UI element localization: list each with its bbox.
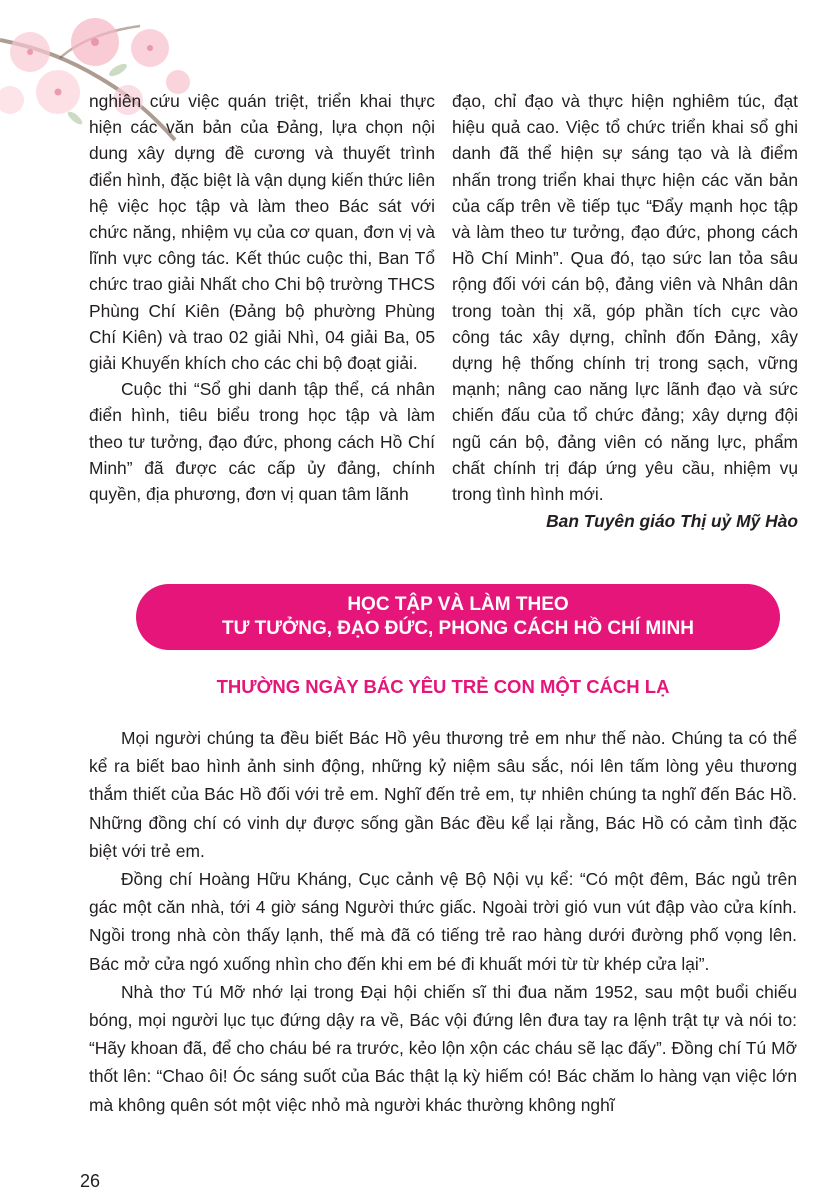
article-paragraph-3: Nhà thơ Tú Mỡ nhớ lại trong Đại hội chiến sĩ thi đua năm 1952, sau một buổi chiếu bóng, mọi người lục tục đứng dậy ra về, Bác vội đứng lên đưa tay ra lệnh trật tự và nói to: “Hãy khoan đã, để cho cháu bé ra trước, kẻo lộn xộn các cháu sẽ lạc đấy”. Đồng chí Tú Mỡ thốt lên: “Chao ôi! Óc sáng suốt của Bác thật lạ kỳ hiếm có! Bác chăm lo hàng vạn việc lớn mà không quên sót một việc nhỏ mà người khác thường không nghĩ (89, 981, 797, 1115)
article-paragraph-1: Mọi người chúng ta đều biết Bác Hồ yêu thương trẻ em như thế nào. Chúng ta có thể kể ra biết bao hình ảnh sinh động, những kỷ niệm sâu sắc, nói lên tấm lòng yêu thương thắm thiết của Bác Hồ đối với trẻ em. Nghĩ đến trẻ em, tự nhiên chúng ta nghĩ đến Bác Hồ. Những đồng chí có vinh dự được sống gần Bác đều kể lại rằng, Bác Hồ có cảm tình đặc biệt với trẻ em. (89, 728, 797, 861)
section-banner (137, 585, 779, 649)
section-banner-line-1: HỌC TẬP VÀ LÀM THEO (347, 594, 569, 615)
left-paragraph-1: nghiên cứu việc quán triệt, triển khai thực hiện các văn bản của Đảng, lựa chọn nội dung xây dựng đề cương và thuyết trình điển hình, đặc biệt là vận dụng kiến thức liên hệ việc học tập và làm theo Bác sát với chức năng, nhiệm vụ của cơ quan, đơn vị và lĩnh vực công tác. Kết thúc cuộc thi, Ban Tổ chức trao giải Nhất cho Chi bộ trường THCS Phùng Chí Kiên (Đảng bộ phường Phùng Chí Kiên) và trao 02 giải Nhì, 04 giải Ba, 05 giải Khuyến khích cho các chi bộ đoạt giải. (89, 91, 435, 374)
article-paragraph-2: Đồng chí Hoàng Hữu Kháng, Cục cảnh vệ Bộ Nội vụ kể: “Có một đêm, Bác ngủ trên gác một căn nhà, tới 4 giờ sáng Người thức giấc. Ngoài trời gió vun vút đập vào cửa kính. Ngồi trong nhà còn thấy lạnh, thế mà đã có tiếng trẻ rao hàng dưới đường phố vọng lên. Bác mở cửa ngó xuống nhìn cho đến khi em bé đi khuất mới từ từ khép cửa lại”. (89, 869, 797, 974)
article-body (89, 724, 797, 1119)
author-signature: Ban Tuyên giáo Thị uỷ Mỹ Hào (546, 511, 798, 532)
left-paragraph-2: Cuộc thi “Sổ ghi danh tập thể, cá nhân điển hình, tiêu biểu trong học tập và làm theo tư tưởng, đạo đức, phong cách Hồ Chí Minh” đã được các cấp ủy đảng, chính quyền, địa phương, đơn vị quan tâm lãnh (89, 379, 435, 505)
page-number: 26 (80, 1171, 101, 1191)
article-title: THƯỜNG NGÀY BÁC YÊU TRẺ CON MỘT CÁCH LẠ (216, 676, 670, 697)
section-banner-line-2: TƯ TƯỞNG, ĐẠO ĐỨC, PHONG CÁCH HỒ CHÍ MINH (222, 618, 694, 639)
right-paragraph-1: đạo, chỉ đạo và thực hiện nghiêm túc, đạt hiệu quả cao. Việc tổ chức triển khai sổ ghi danh đã thể hiện sự sáng tạo và là điểm nhấn trong triển khai thực hiện các văn bản của cấp trên về tiếp tục “Đẩy mạnh học tập và làm theo tư tưởng, đạo đức, phong cách Hồ Chí Minh”. Qua đó, tạo sức lan tỏa sâu rộng đối với cán bộ, đảng viên và Nhân dân trong toàn thị xã, góp phần tích cực vào công tác xây dựng, chỉnh đốn Đảng, xây dựng hệ thống chính trị trong sạch, vững mạnh; nâng cao năng lực lãnh đạo và sức chiến đấu của tổ chức đảng; xây dựng đội ngũ cán bộ, đảng viên có năng lực, phẩm chất chính trị đáp ứng yêu cầu, nhiệm vụ trong tình hình mới. (452, 91, 798, 505)
right-column (452, 88, 798, 534)
left-column (89, 88, 435, 507)
